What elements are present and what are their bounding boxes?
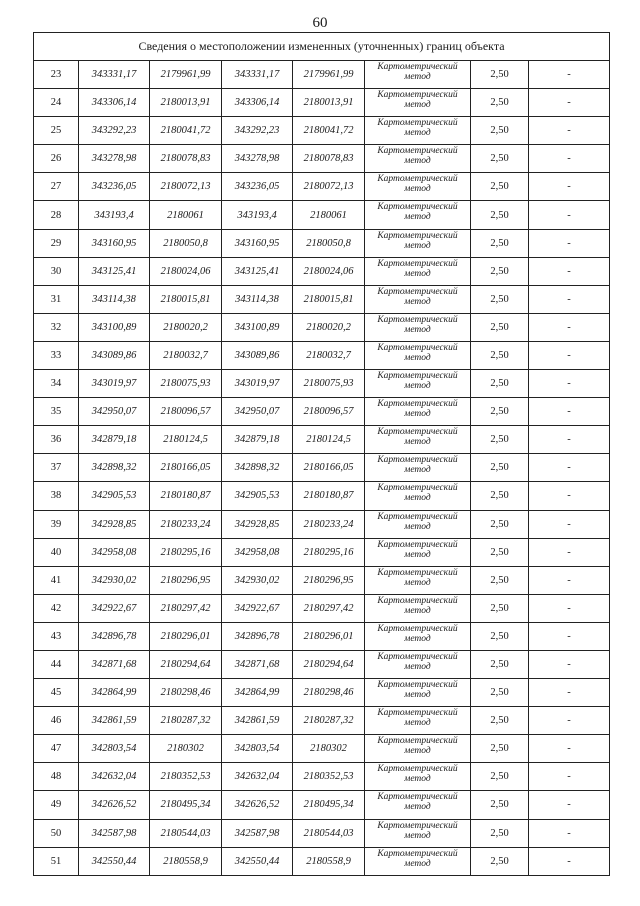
accuracy-cell: 2,50 <box>471 257 529 285</box>
table-row <box>34 285 610 313</box>
existing-x-cell: 342898,32 <box>79 454 150 482</box>
table-row <box>34 201 610 229</box>
accuracy-cell: 2,50 <box>471 622 529 650</box>
refined-y-cell: 2180352,53 <box>293 763 365 791</box>
accuracy-cell: 2,50 <box>471 370 529 398</box>
table-row <box>34 566 610 594</box>
refined-y-cell: 2180020,2 <box>293 313 365 341</box>
note-cell: - <box>529 482 610 510</box>
accuracy-cell: 2,50 <box>471 791 529 819</box>
refined-y-cell: 2180295,16 <box>293 538 365 566</box>
existing-y-cell: 2180020,2 <box>150 313 222 341</box>
existing-y-cell: 2180050,8 <box>150 229 222 257</box>
accuracy-cell: 2,50 <box>471 201 529 229</box>
table-row <box>34 707 610 735</box>
table-row <box>34 117 610 145</box>
accuracy-cell: 2,50 <box>471 398 529 426</box>
note-cell: - <box>529 566 610 594</box>
existing-y-cell: 2180013,91 <box>150 89 222 117</box>
refined-x-cell: 343160,95 <box>222 229 293 257</box>
point-number-cell: 29 <box>34 229 79 257</box>
method-cell: Картометрический метод <box>365 763 471 791</box>
refined-x-cell: 342626,52 <box>222 791 293 819</box>
refined-x-cell: 343089,86 <box>222 341 293 369</box>
refined-x-cell: 342930,02 <box>222 566 293 594</box>
note-cell: - <box>529 370 610 398</box>
table-row <box>34 510 610 538</box>
existing-x-cell: 342905,53 <box>79 482 150 510</box>
table-row <box>34 426 610 454</box>
existing-y-cell: 2180041,72 <box>150 117 222 145</box>
method-cell: Картометрический метод <box>365 566 471 594</box>
existing-y-cell: 2180024,06 <box>150 257 222 285</box>
point-number-cell: 30 <box>34 257 79 285</box>
point-number-cell: 38 <box>34 482 79 510</box>
note-cell: - <box>529 257 610 285</box>
refined-x-cell: 342950,07 <box>222 398 293 426</box>
refined-y-cell: 2180078,83 <box>293 145 365 173</box>
accuracy-cell: 2,50 <box>471 173 529 201</box>
existing-x-cell: 342958,08 <box>79 538 150 566</box>
point-number-cell: 23 <box>34 61 79 89</box>
table-row <box>34 341 610 369</box>
existing-x-cell: 342550,44 <box>79 847 150 875</box>
point-number-cell: 43 <box>34 622 79 650</box>
table-row <box>34 594 610 622</box>
refined-x-cell: 342958,08 <box>222 538 293 566</box>
method-cell: Картометрический метод <box>365 650 471 678</box>
note-cell: - <box>529 847 610 875</box>
note-cell: - <box>529 791 610 819</box>
refined-y-cell: 2180061 <box>293 201 365 229</box>
refined-x-cell: 343292,23 <box>222 117 293 145</box>
point-number-cell: 39 <box>34 510 79 538</box>
method-cell: Картометрический метод <box>365 538 471 566</box>
point-number-cell: 36 <box>34 426 79 454</box>
table-row <box>34 454 610 482</box>
method-cell: Картометрический метод <box>365 819 471 847</box>
existing-y-cell: 2180294,64 <box>150 650 222 678</box>
point-number-cell: 46 <box>34 707 79 735</box>
note-cell: - <box>529 538 610 566</box>
refined-x-cell: 343278,98 <box>222 145 293 173</box>
refined-y-cell: 2180298,46 <box>293 679 365 707</box>
refined-x-cell: 342861,59 <box>222 707 293 735</box>
note-cell: - <box>529 117 610 145</box>
accuracy-cell: 2,50 <box>471 707 529 735</box>
table-row <box>34 145 610 173</box>
refined-y-cell: 2180075,93 <box>293 370 365 398</box>
table-row <box>34 173 610 201</box>
accuracy-cell: 2,50 <box>471 285 529 313</box>
method-cell: Картометрический метод <box>365 594 471 622</box>
table-title: Сведения о местоположении измененных (уточненных) границ объекта <box>34 33 610 61</box>
accuracy-cell: 2,50 <box>471 650 529 678</box>
table-row <box>34 229 610 257</box>
existing-x-cell: 342928,85 <box>79 510 150 538</box>
method-cell: Картометрический метод <box>365 398 471 426</box>
method-cell: Картометрический метод <box>365 89 471 117</box>
refined-y-cell: 2180296,01 <box>293 622 365 650</box>
accuracy-cell: 2,50 <box>471 89 529 117</box>
note-cell: - <box>529 707 610 735</box>
accuracy-cell: 2,50 <box>471 426 529 454</box>
method-cell: Картометрический метод <box>365 145 471 173</box>
method-cell: Картометрический метод <box>365 370 471 398</box>
accuracy-cell: 2,50 <box>471 341 529 369</box>
method-cell: Картометрический метод <box>365 847 471 875</box>
table-row <box>34 313 610 341</box>
point-number-cell: 25 <box>34 117 79 145</box>
point-number-cell: 32 <box>34 313 79 341</box>
refined-x-cell: 343331,17 <box>222 61 293 89</box>
existing-x-cell: 343306,14 <box>79 89 150 117</box>
accuracy-cell: 2,50 <box>471 847 529 875</box>
existing-y-cell: 2180078,83 <box>150 145 222 173</box>
note-cell: - <box>529 763 610 791</box>
point-number-cell: 48 <box>34 763 79 791</box>
refined-y-cell: 2180032,7 <box>293 341 365 369</box>
method-cell: Картометрический метод <box>365 173 471 201</box>
existing-y-cell: 2180495,34 <box>150 791 222 819</box>
point-number-cell: 34 <box>34 370 79 398</box>
method-cell: Картометрический метод <box>365 679 471 707</box>
table-row <box>34 819 610 847</box>
method-cell: Картометрический метод <box>365 117 471 145</box>
existing-y-cell: 2180352,53 <box>150 763 222 791</box>
existing-x-cell: 343331,17 <box>79 61 150 89</box>
existing-y-cell: 2180295,16 <box>150 538 222 566</box>
note-cell: - <box>529 398 610 426</box>
existing-x-cell: 343125,41 <box>79 257 150 285</box>
note-cell: - <box>529 735 610 763</box>
refined-y-cell: 2180041,72 <box>293 117 365 145</box>
existing-y-cell: 2180298,46 <box>150 679 222 707</box>
refined-y-cell: 2180124,5 <box>293 426 365 454</box>
note-cell: - <box>529 145 610 173</box>
accuracy-cell: 2,50 <box>471 594 529 622</box>
existing-y-cell: 2180015,81 <box>150 285 222 313</box>
existing-x-cell: 342861,59 <box>79 707 150 735</box>
existing-y-cell: 2180096,57 <box>150 398 222 426</box>
table-row <box>34 735 610 763</box>
method-cell: Картометрический метод <box>365 229 471 257</box>
accuracy-cell: 2,50 <box>471 819 529 847</box>
accuracy-cell: 2,50 <box>471 566 529 594</box>
existing-y-cell: 2180297,42 <box>150 594 222 622</box>
table-row <box>34 679 610 707</box>
accuracy-cell: 2,50 <box>471 229 529 257</box>
existing-x-cell: 342803,54 <box>79 735 150 763</box>
existing-y-cell: 2179961,99 <box>150 61 222 89</box>
existing-y-cell: 2180544,03 <box>150 819 222 847</box>
point-number-cell: 41 <box>34 566 79 594</box>
accuracy-cell: 2,50 <box>471 482 529 510</box>
method-cell: Картометрический метод <box>365 61 471 89</box>
point-number-cell: 49 <box>34 791 79 819</box>
refined-x-cell: 342632,04 <box>222 763 293 791</box>
refined-y-cell: 2180180,87 <box>293 482 365 510</box>
existing-x-cell: 342626,52 <box>79 791 150 819</box>
existing-x-cell: 342871,68 <box>79 650 150 678</box>
refined-x-cell: 342879,18 <box>222 426 293 454</box>
accuracy-cell: 2,50 <box>471 145 529 173</box>
refined-x-cell: 342928,85 <box>222 510 293 538</box>
method-cell: Картометрический метод <box>365 201 471 229</box>
table-row <box>34 791 610 819</box>
point-number-cell: 24 <box>34 89 79 117</box>
note-cell: - <box>529 454 610 482</box>
refined-x-cell: 342896,78 <box>222 622 293 650</box>
table-row <box>34 257 610 285</box>
point-number-cell: 50 <box>34 819 79 847</box>
refined-x-cell: 343100,89 <box>222 313 293 341</box>
refined-y-cell: 2180294,64 <box>293 650 365 678</box>
point-number-cell: 47 <box>34 735 79 763</box>
existing-x-cell: 342930,02 <box>79 566 150 594</box>
existing-y-cell: 2180558,9 <box>150 847 222 875</box>
refined-y-cell: 2180013,91 <box>293 89 365 117</box>
accuracy-cell: 2,50 <box>471 735 529 763</box>
existing-y-cell: 2180124,5 <box>150 426 222 454</box>
method-cell: Картометрический метод <box>365 482 471 510</box>
existing-x-cell: 343193,4 <box>79 201 150 229</box>
method-cell: Картометрический метод <box>365 341 471 369</box>
refined-y-cell: 2180558,9 <box>293 847 365 875</box>
accuracy-cell: 2,50 <box>471 313 529 341</box>
refined-x-cell: 342550,44 <box>222 847 293 875</box>
refined-y-cell: 2180495,34 <box>293 791 365 819</box>
existing-y-cell: 2180166,05 <box>150 454 222 482</box>
table-row <box>34 538 610 566</box>
existing-x-cell: 342896,78 <box>79 622 150 650</box>
table-title-row <box>34 33 610 61</box>
note-cell: - <box>529 89 610 117</box>
refined-x-cell: 343236,05 <box>222 173 293 201</box>
refined-x-cell: 343306,14 <box>222 89 293 117</box>
note-cell: - <box>529 819 610 847</box>
existing-y-cell: 2180061 <box>150 201 222 229</box>
point-number-cell: 44 <box>34 650 79 678</box>
note-cell: - <box>529 341 610 369</box>
refined-y-cell: 2180296,95 <box>293 566 365 594</box>
table-row <box>34 398 610 426</box>
method-cell: Картометрический метод <box>365 313 471 341</box>
method-cell: Картометрический метод <box>365 426 471 454</box>
refined-y-cell: 2180233,24 <box>293 510 365 538</box>
refined-y-cell: 2180297,42 <box>293 594 365 622</box>
refined-y-cell: 2180015,81 <box>293 285 365 313</box>
existing-x-cell: 343100,89 <box>79 313 150 341</box>
existing-x-cell: 343089,86 <box>79 341 150 369</box>
refined-x-cell: 343114,38 <box>222 285 293 313</box>
table-row <box>34 763 610 791</box>
note-cell: - <box>529 510 610 538</box>
point-number-cell: 40 <box>34 538 79 566</box>
method-cell: Картометрический метод <box>365 285 471 313</box>
refined-x-cell: 342905,53 <box>222 482 293 510</box>
point-number-cell: 37 <box>34 454 79 482</box>
accuracy-cell: 2,50 <box>471 538 529 566</box>
existing-x-cell: 342632,04 <box>79 763 150 791</box>
point-number-cell: 26 <box>34 145 79 173</box>
method-cell: Картометрический метод <box>365 510 471 538</box>
point-number-cell: 31 <box>34 285 79 313</box>
point-number-cell: 28 <box>34 201 79 229</box>
accuracy-cell: 2,50 <box>471 117 529 145</box>
existing-y-cell: 2180075,93 <box>150 370 222 398</box>
note-cell: - <box>529 201 610 229</box>
refined-y-cell: 2180024,06 <box>293 257 365 285</box>
refined-y-cell: 2180096,57 <box>293 398 365 426</box>
existing-y-cell: 2180296,01 <box>150 622 222 650</box>
note-cell: - <box>529 229 610 257</box>
existing-x-cell: 342922,67 <box>79 594 150 622</box>
refined-y-cell: 2180050,8 <box>293 229 365 257</box>
refined-x-cell: 342864,99 <box>222 679 293 707</box>
point-number-cell: 45 <box>34 679 79 707</box>
existing-x-cell: 343019,97 <box>79 370 150 398</box>
refined-y-cell: 2180166,05 <box>293 454 365 482</box>
refined-x-cell: 342803,54 <box>222 735 293 763</box>
existing-x-cell: 343236,05 <box>79 173 150 201</box>
note-cell: - <box>529 285 610 313</box>
method-cell: Картометрический метод <box>365 257 471 285</box>
note-cell: - <box>529 679 610 707</box>
existing-x-cell: 342950,07 <box>79 398 150 426</box>
point-number-cell: 35 <box>34 398 79 426</box>
table-row <box>34 89 610 117</box>
refined-x-cell: 342587,98 <box>222 819 293 847</box>
existing-x-cell: 343114,38 <box>79 285 150 313</box>
method-cell: Картометрический метод <box>365 707 471 735</box>
boundary-coordinates-table <box>33 32 610 876</box>
refined-x-cell: 343019,97 <box>222 370 293 398</box>
note-cell: - <box>529 594 610 622</box>
accuracy-cell: 2,50 <box>471 679 529 707</box>
accuracy-cell: 2,50 <box>471 61 529 89</box>
existing-x-cell: 342879,18 <box>79 426 150 454</box>
method-cell: Картометрический метод <box>365 454 471 482</box>
refined-y-cell: 2180302 <box>293 735 365 763</box>
refined-x-cell: 343125,41 <box>222 257 293 285</box>
existing-y-cell: 2180233,24 <box>150 510 222 538</box>
note-cell: - <box>529 313 610 341</box>
existing-x-cell: 342864,99 <box>79 679 150 707</box>
refined-y-cell: 2180287,32 <box>293 707 365 735</box>
existing-y-cell: 2180302 <box>150 735 222 763</box>
point-number-cell: 33 <box>34 341 79 369</box>
table-row <box>34 61 610 89</box>
existing-y-cell: 2180296,95 <box>150 566 222 594</box>
method-cell: Картометрический метод <box>365 735 471 763</box>
existing-x-cell: 343160,95 <box>79 229 150 257</box>
table-row <box>34 650 610 678</box>
method-cell: Картометрический метод <box>365 622 471 650</box>
table-row <box>34 370 610 398</box>
note-cell: - <box>529 426 610 454</box>
existing-x-cell: 343292,23 <box>79 117 150 145</box>
accuracy-cell: 2,50 <box>471 454 529 482</box>
table-row <box>34 622 610 650</box>
method-cell: Картометрический метод <box>365 791 471 819</box>
existing-x-cell: 343278,98 <box>79 145 150 173</box>
refined-x-cell: 342898,32 <box>222 454 293 482</box>
refined-y-cell: 2179961,99 <box>293 61 365 89</box>
point-number-cell: 27 <box>34 173 79 201</box>
refined-x-cell: 342922,67 <box>222 594 293 622</box>
point-number-cell: 51 <box>34 847 79 875</box>
refined-y-cell: 2180072,13 <box>293 173 365 201</box>
existing-x-cell: 342587,98 <box>79 819 150 847</box>
note-cell: - <box>529 61 610 89</box>
point-number-cell: 42 <box>34 594 79 622</box>
existing-y-cell: 2180180,87 <box>150 482 222 510</box>
refined-x-cell: 342871,68 <box>222 650 293 678</box>
table-row <box>34 847 610 875</box>
accuracy-cell: 2,50 <box>471 763 529 791</box>
accuracy-cell: 2,50 <box>471 510 529 538</box>
table-row <box>34 482 610 510</box>
note-cell: - <box>529 173 610 201</box>
refined-x-cell: 343193,4 <box>222 201 293 229</box>
page-number: 60 <box>312 15 328 31</box>
refined-y-cell: 2180544,03 <box>293 819 365 847</box>
existing-y-cell: 2180032,7 <box>150 341 222 369</box>
existing-y-cell: 2180287,32 <box>150 707 222 735</box>
existing-y-cell: 2180072,13 <box>150 173 222 201</box>
note-cell: - <box>529 650 610 678</box>
note-cell: - <box>529 622 610 650</box>
